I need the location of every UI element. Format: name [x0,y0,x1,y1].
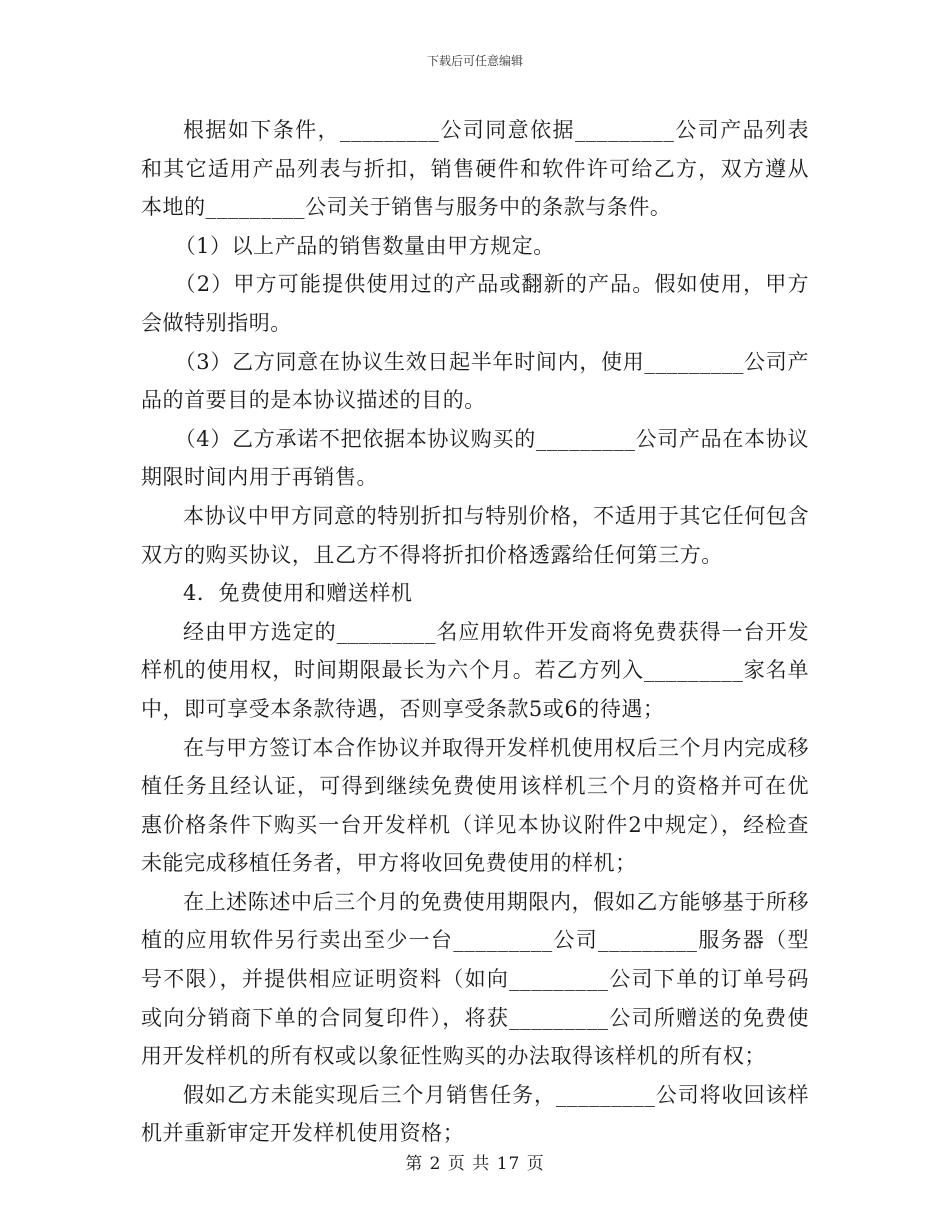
paragraph-item-4: （4）乙方承诺不把依据本协议购买的_________公司产品在本协议期限时间内用于再销售。 [141,426,809,490]
paragraph-conditions: 根据如下条件，_________公司同意依据_________公司产品列表和其它适用产品列表与折扣，销售硬件和软件许可给乙方，双方遵从本地的_________公司关于销售与服务中的条款与条件。 [141,118,809,220]
paragraph-item-2: （2）甲方可能提供使用过的产品或翻新的产品。假如使用，甲方会做特别指明。 [141,272,809,335]
paragraph-item-3: （3）乙方同意在协议生效日起半年时间内，使用_________公司产品的首要目的是本协议描述的目的。 [141,349,809,413]
paragraph-selected-developers: 经由甲方选定的_________名应用软件开发商将免费获得一台开发样机的使用权，时间期限最长为六个月。若乙方列入_________家名单中，即可享受本条款待遇，否则享受条款5或6的待遇； [141,619,809,721]
paragraph-special-discount: 本协议中甲方同意的特别折扣与特别价格，不适用于其它任何包含双方的购买协议，且乙方不得将折扣价格透露给任何第三方。 [141,503,809,567]
document-body [141,111,809,1153]
paragraph-porting-task: 在与甲方签订本合作协议并取得开发样机使用权后三个月内完成移植任务且经认证，可得到继续免费使用该样机三个月的资格并可在优惠价格条件下购买一台开发样机（详见本协议附件2中规定），经检查未能完成移植任务者，甲方将收回免费使用的样机； [141,735,809,876]
paragraph-ownership-transfer: 在上述陈述中后三个月的免费使用期限内，假如乙方能够基于所移植的应用软件另行卖出至少一台_________公司_________服务器（型号不限），并提供相应证明资料（如向_________公司下单的订单号码或向分销商下单的合同复印件），将获_________公司所赠送的免费使用开发样机的所有权或以象征性购买的办法取得该样机的所有权； [141,889,809,1069]
page-number: 第 2 页 共 17 页 [405,1154,545,1174]
section-heading-free-sample: 4．免费使用和赠送样机 [183,581,413,606]
page-header-note: 下载后可任意编辑 [426,54,523,68]
paragraph-sample-recall: 假如乙方未能实现后三个月销售任务，_________公司将收回该样机并重新审定开发样机使用资格； [141,1082,809,1146]
paragraph-item-1: （1）以上产品的销售数量由甲方规定。 [174,233,555,258]
